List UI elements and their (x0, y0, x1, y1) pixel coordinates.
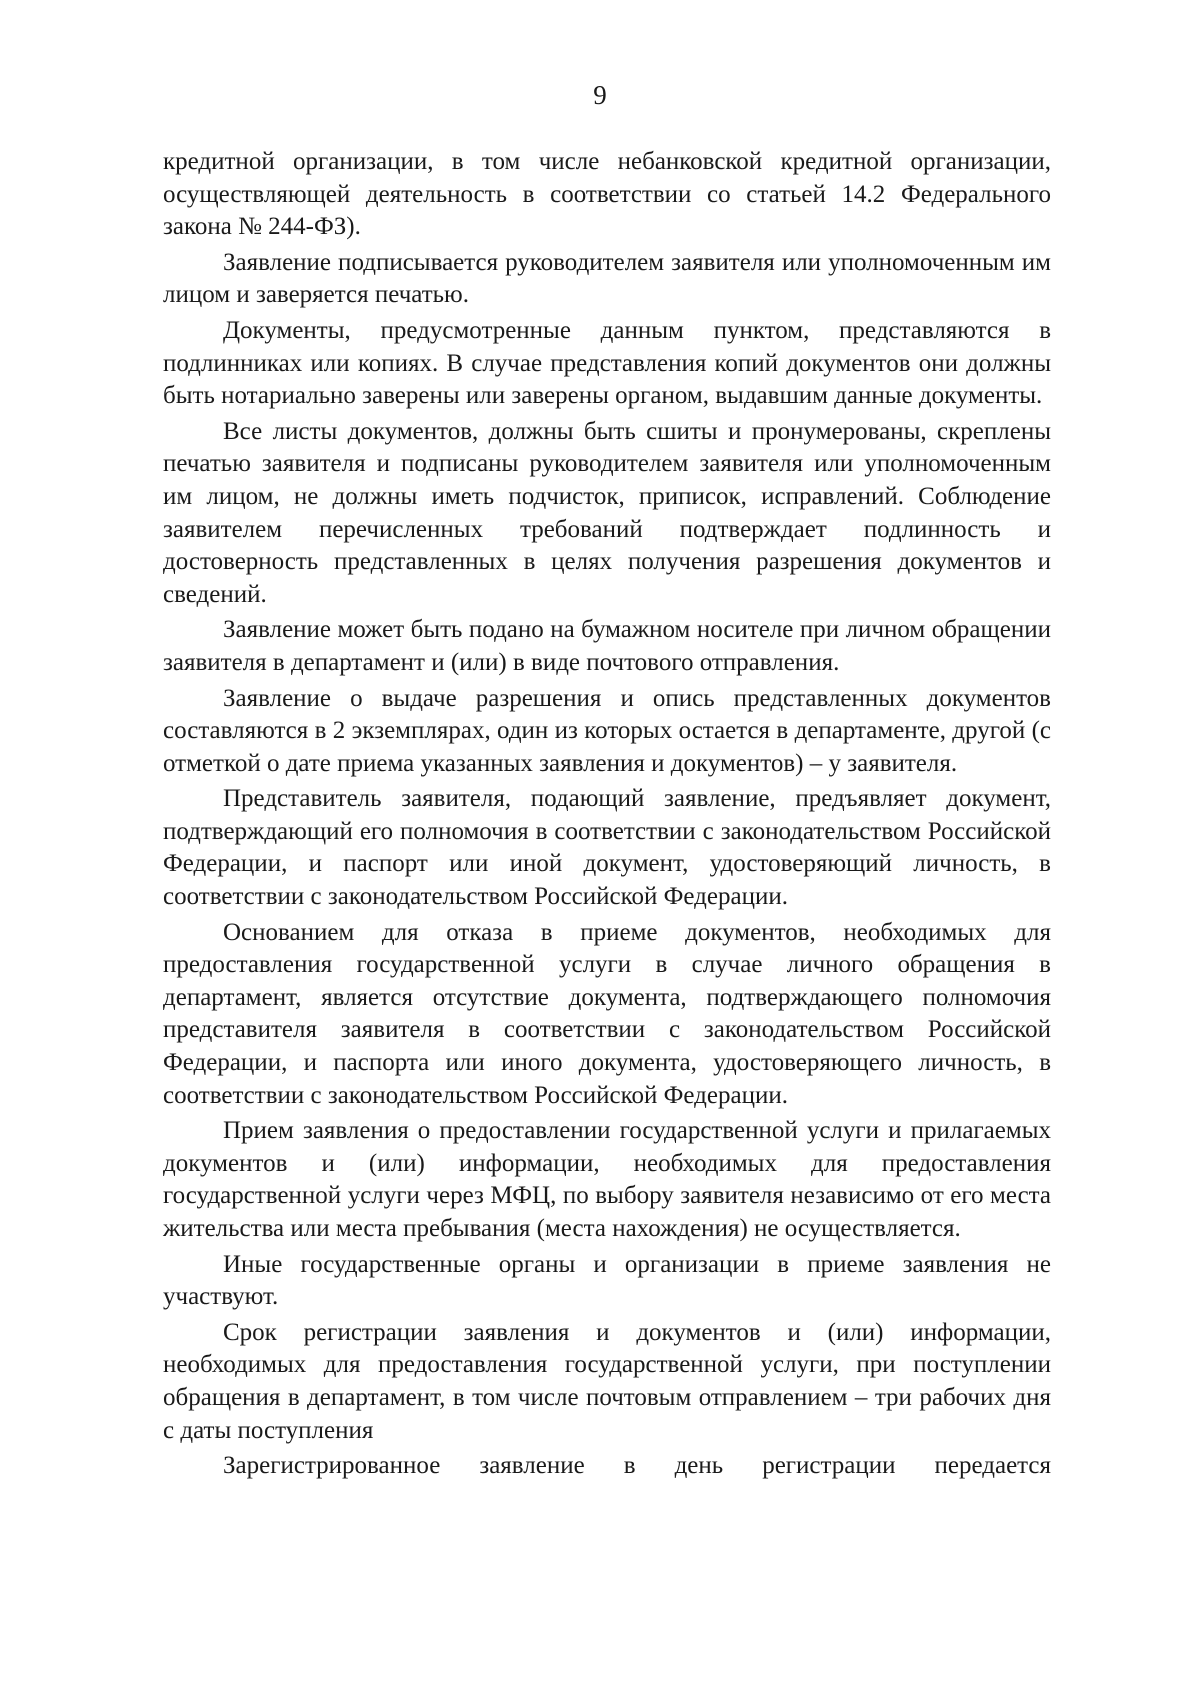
paragraph-representative: Представитель заявителя, подающий заявление, предъявляет документ, подтверждающий его полномочия в соответствии с законодательством Российской Федерации, и паспорт или иной документ, удостоверяющий личность, в соответствии с законодательством Российской Федерации. (163, 785, 1051, 911)
paragraph-signature: Заявление подписывается руководителем заявителя или уполномоченным им лицом и заверяется печатью. (163, 248, 1051, 309)
paragraph-submission-method: Заявление может быть подано на бумажном носителе при личном обращении заявителя в департамент и (или) в виде почтового отправления. (163, 616, 1051, 676)
paragraph-mfc: Прием заявления о предоставлении государственной услуги и прилагаемых документов и (или) информации, необходимых для предоставления государственной услуги через МФЦ, по выбору заявителя независимо от его места жительства или места пребывания (места нахождения) не осуществляется. (163, 1117, 1051, 1242)
page-number: 9 (593, 80, 607, 110)
paragraph-registered-application: Зарегистрированное заявление в день регистрации передается (223, 1452, 1051, 1480)
paragraph-sheets-requirements: Все листы документов, должны быть сшиты и пронумерованы, скреплены печатью заявителя и подписаны руководителем заявителя или уполномоченным им лицом, не должны иметь подчисток, приписок, исправлений. Соблюдение заявителем перечисленных требований подтверждает подлинность и достоверность представленных в целях получения разрешения документов и сведений. (163, 417, 1051, 608)
paragraph-registration-term: Срок регистрации заявления и документов и (или) информации, необходимых для предоставления государственной услуги, при поступлении обращения в департамент, в том числе почтовым отправлением – три рабочих дня с даты поступления (163, 1318, 1051, 1444)
paragraph-copies: Заявление о выдаче разрешения и опись представленных документов составляются в 2 экземплярах, один из которых остается в департаменте, другой (с отметкой о дате приема указанных заявления и документов) – у заявителя. (163, 684, 1051, 777)
paragraph-continuation: кредитной организации, в том числе небанковской кредитной организации, осуществляющей деятельность в соответствии со статьей 14.2 Федерального закона № 244-ФЗ). (163, 148, 1051, 241)
paragraph-documents-originals: Документы, предусмотренные данным пунктом, представляются в подлинниках или копиях. В случае представления копий документов они должны быть нотариально заверены или заверены органом, выдавшим данные документы. (163, 316, 1051, 410)
paragraph-other-bodies: Иные государственные органы и организации в приеме заявления не участвуют. (163, 1250, 1051, 1311)
paragraph-refusal-grounds: Основанием для отказа в приеме документов, необходимых для предоставления государственной услуги в случае личного обращения в департамент, является отсутствие документа, подтверждающего полномочия представителя заявителя в соответствии с законодательством Российской Федерации, и паспорта или иного документа, удостоверяющего личность, в соответствии с законодательством Российской Федерации. (163, 918, 1051, 1109)
document-body (163, 146, 1051, 1486)
